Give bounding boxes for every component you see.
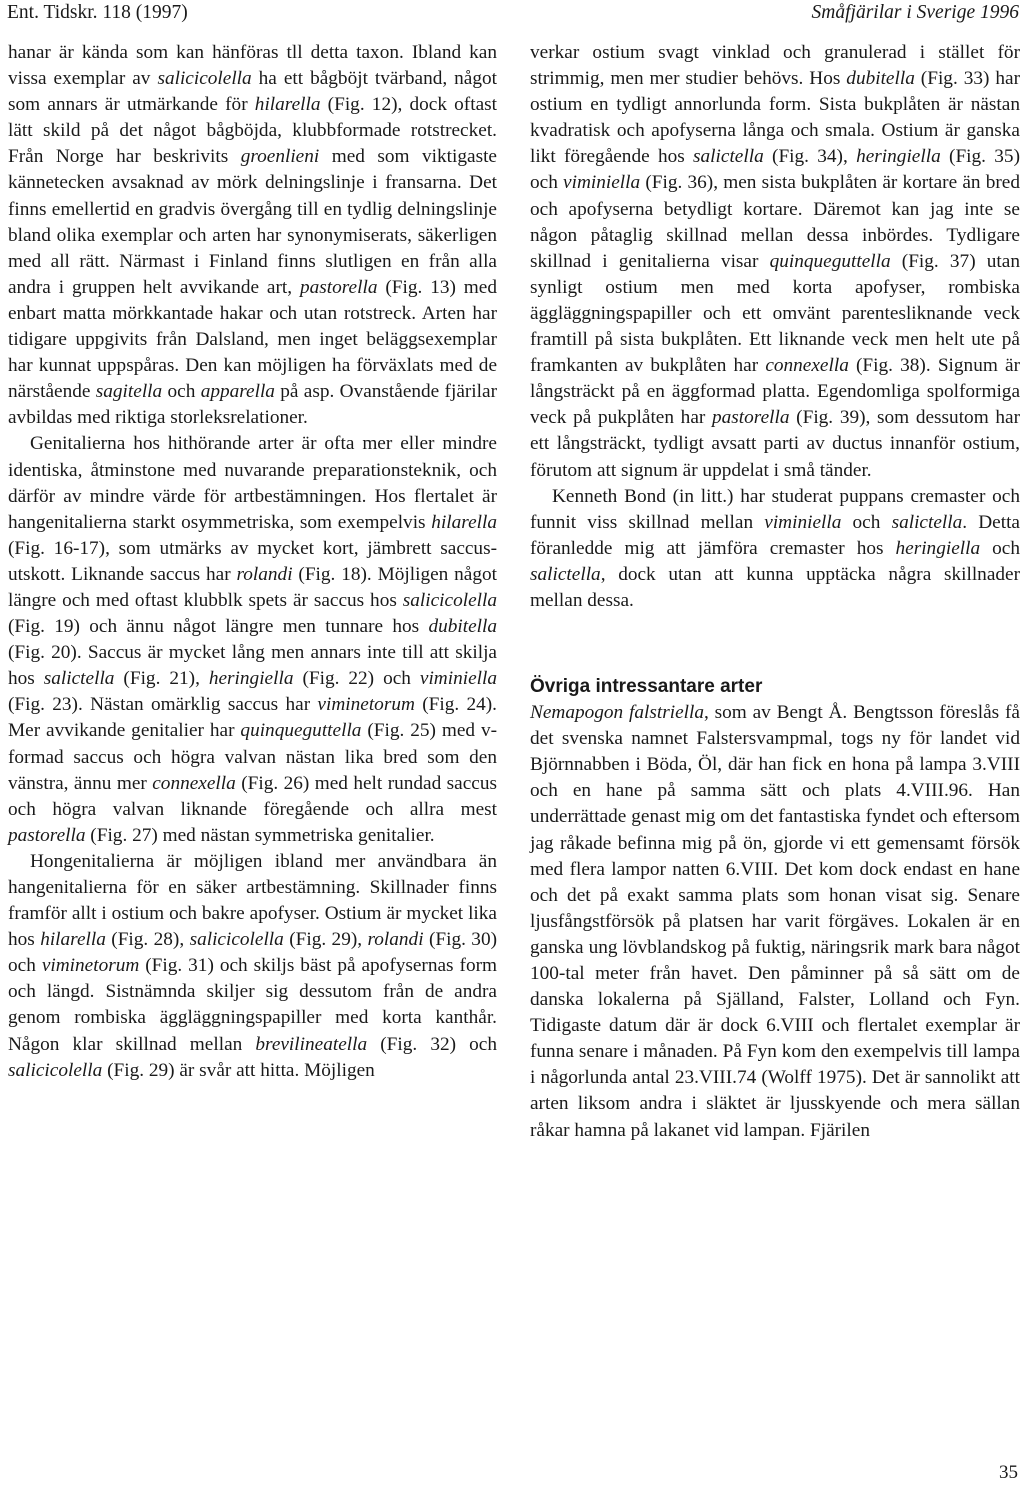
section-paragraph: Nemapogon falstriella, som av Bengt Å. Bengtsson föreslås få det svenska namnet Falstersvampmal, togs ny för landet vid Björnnabben i Böda, Öl, där han fick en hona på lampa 3.VIII och en hane på samma sätt och plats 4.VIII.96. Han underrättade genast mig om det fantastiska fyndet och eftersom jag råkade befinna mig på ön, gjorde vi ett gemensamt försök med flera lampor natten 6.VIII. Det kom dock endast en hane och det på exakt samma plats som honan visat sig. Senare ljusfångstförsök på platsen har varit förgäves. Lokalen är en ganska ung lövblandskog på fuktig, näringsrik mark bara något 100-tal meter från havet. Den påminner på så sätt om de danska lokalerna på Själland, Falster, Lolland och Fyn. Tidigaste datum där är dock 6.VIII och flertalet exemplar är funna senare i månaden. På Fyn kom den exempelvis till lampa i någorlunda antal 23.VIII.74 (Wolff 1975). Det är sannolikt att arten liksom andra i släktet är ljusskyende och mera sällan råkar hamna på lakanet vid lampan. Fjärilen <box>530 702 1020 1141</box>
journal-citation: Ent. Tidskr. 118 (1997) <box>7 2 188 23</box>
left-column <box>8 40 497 1084</box>
running-header <box>7 0 1019 30</box>
page-number: 35 <box>999 1462 1018 1483</box>
body-paragraph: Hongenitalierna är möjligen ibland mer användbara än hangenitalierna för en säker artbestämning. Skillnader finns framför allt i ostium och bakre apofyser. Ostium är mycket lika hos hilarella (Fig. 28), salicicolella (Fig. 29), rolandi (Fig. 30) och viminetorum (Fig. 31) och skiljs bäst på apofysernas form och längd. Sistnämnda skiljer sig dessutom från de andra genom rombiska äggläggningspapiller med korta kanthår. Någon klar skillnad mellan brevilineatella (Fig. 32) och salicicolella (Fig. 29) är svår att hitta. Möjligen <box>8 850 498 1081</box>
body-paragraph: hanar är kända som kan hänföras tll detta taxon. Ibland kan vissa exemplar av salicicolella ha ett bågböjt tvärband, något som annars är utmärkande för hilarella (Fig. 12), dock oftast lätt skild på det något bågböjda, klubbformade rotstrecket. Från Norge har beskrivits groenlieni med som viktigaste kännetecken avsaknad av mörk delningslinje i fransarna. Det finns emellertid en gradvis övergång till en tydlig delningslinje bland olika exemplar och arten har synonymiserats, säkerligen med all rätt. Närmast i Finland finns slutligen en från alla andra i gruppen helt avvikande art, pastorella (Fig. 13) med enbart matta mörkkantade hakar och utan rotstreck. Arten har tidigare uppgivits från Dalsland, men inget beläggsexemplar har kunnat uppspåras. Den kan möjligen ha förväxlats med de närstående sagitella och apparella på asp. Ovanstående fjärilar avbildas med riktiga storleksrelationer. <box>8 42 498 429</box>
right-column <box>530 40 1020 1144</box>
running-title: Småfjärilar i Sverige 1996 <box>811 2 1019 23</box>
body-paragraph: verkar ostium svagt vinklad och granulerad i stället för strimmig, men mer studier behövs. Hos dubitella (Fig. 33) har ostium en tydligt annorlunda form. Sista bukplåten är nästan kvadratisk och apofyserna långa och smala. Ostium är ganska likt föregående hos salictella (Fig. 34), heringiella (Fig. 35) och viminiella (Fig. 36), men sista bukplåten är kortare än bred och apofyserna betydligt kortare. Däremot kan jag inte se någon påtaglig skillnad mellan dessa inbördes. Tydligare skillnad i genitalierna visar quinqueguttella (Fig. 37) utan synligt ostium men med korta apofyser, rombiska äggläggningspapiller och ett omvänt parentesliknande veck framtill på sista bukplåten. Ett liknande veck men helt ute på framkanten av bukplåten har connexella (Fig. 38). Signum är långsträckt på en äggformad platta. Egendomliga spolformiga veck på pukplåten har pastorella (Fig. 39), som dessutom har ett långsträckt, tydligt avsatt parti av ductus innanför ostium, förutom att signum är uppdelat i små tänder. <box>530 42 1020 481</box>
body-paragraph: Kenneth Bond (in litt.) har studerat puppans cremaster och funnit viss skillnad mellan viminiella och salictella. Detta föranledde mig att jämföra cremaster hos heringiella och salictella, dock utan att kunna upptäcka några skillnader mellan dessa. <box>530 485 1020 611</box>
body-paragraph: Genitalierna hos hithörande arter är ofta mer eller mindre identiska, åtminstone med nuvarande preparationsteknik, och därför av mindre värde för artbestämningen. Hos flertalet är hangenitalierna starkt osymmetriska, som exempelvis hilarella (Fig. 16-17), som utmärks av mycket kort, jämbrett saccus-utskott. Liknande saccus har rolandi (Fig. 18). Möjligen något längre och med oftast klubblk spets är saccus hos salicicolella (Fig. 19) och ännu något längre men tunnare hos dubitella (Fig. 20). Saccus är mycket lång men annars inte till att skilja hos salictella (Fig. 21), heringiella (Fig. 22) och viminiella (Fig. 23). Nästan omärklig saccus har viminetorum (Fig. 24). Mer avvikande genitalier har quinqueguttella (Fig. 25) med v-formad saccus och högra valvan nästan lika bred som den vänstra, ännu mer connexella (Fig. 26) med helt rundad saccus och högra valvan liknande föregående och allra mest pastorella (Fig. 27) med nästan symmetriska genitalier. <box>8 433 498 846</box>
section-heading: Övriga intressantare arter <box>530 676 763 698</box>
